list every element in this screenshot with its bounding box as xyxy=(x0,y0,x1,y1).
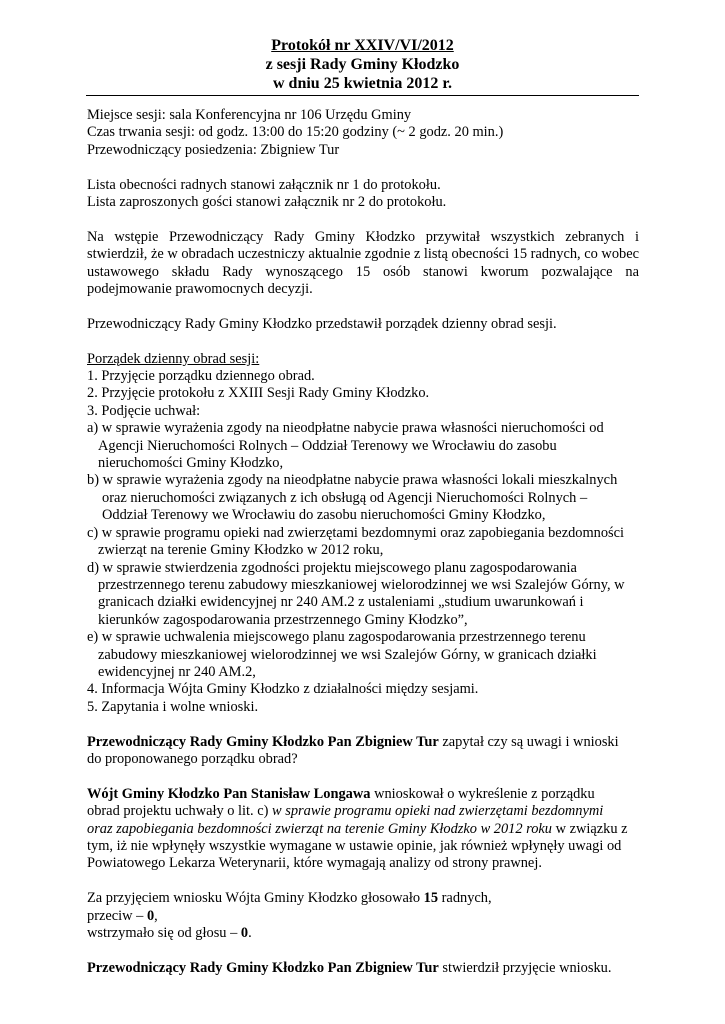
agenda-subitem-d-line: przestrzennego terenu zabudowy mieszkaniowej wielorodzinnej we wsi Szalejów Górny, w xyxy=(98,576,625,593)
agenda-subitem-a-line: nieruchomości Gminy Kłodzko, xyxy=(98,455,284,472)
intro-paragraph: Na wstępie Przewodniczący Rady Gminy Kłodzko przywitał wszystkich zebranych i stwierdził, że w obradach uczestniczy aktualnie zgodnie z listą obecności 15 radnych, co wobec ustawowego składu Rady wynoszącego 15 osób stanowi kworum pozwalające na podejmowanie prawomocnych decyzji. xyxy=(87,228,639,298)
agenda-item: 4. Informacja Wójta Gminy Kłodzko z działalności między sesjami. xyxy=(87,681,479,698)
agenda-item: 5. Zapytania i wolne wnioski. xyxy=(87,698,259,715)
agenda-subitem-c-line: zwierząt na terenie Gminy Kłodzko w 2012 roku, xyxy=(98,542,384,559)
agenda-heading: Porządek dzienny obrad sesji: xyxy=(87,350,260,367)
agenda-subitem-c: c) w sprawie programu opieki nad zwierzętami bezdomnymi oraz zapobiegania bezdomności xyxy=(87,524,625,541)
vote-abstain: wstrzymało się od głosu – 0. xyxy=(87,924,252,941)
document-subtitle: z sesji Rady Gminy Kłodzko xyxy=(265,56,460,73)
document-date: w dniu 25 kwietnia 2012 r. xyxy=(273,75,452,92)
agenda-subitem-d-line: granicach działki ewidencyjnej nr 240 AM.2 z ustaleniami „studium uwarunkowań i xyxy=(98,594,584,611)
agenda-subitem-e-line: ewidencyjnej nr 240 AM.2, xyxy=(98,663,256,680)
agenda-subitem-b: b) w sprawie wyrażenia zgody na nieodpłatne nabycie prawa własności lokali mieszkalnych xyxy=(87,472,618,489)
chair-question: Przewodniczący Rady Gminy Kłodzko Pan Zbigniew Tur zapytał czy są uwagi i wnioski xyxy=(87,733,619,750)
attachment-line-1: Lista obecności radnych stanowi załącznik nr 1 do protokołu. xyxy=(87,176,441,193)
agenda-subitem-d-line: kierunków zagospodarowania przestrzennego Gminy Kłodzko”, xyxy=(98,611,468,628)
document-header xyxy=(86,36,639,96)
agenda-subitem-b-line: Oddział Terenowy we Wrocławiu do zasobu nieruchomości Gminy Kłodzko, xyxy=(102,507,546,524)
mayor-motion-line: tym, iż nie wpłynęły wszystkie wymagane w ustawie opinie, jak również wpłynęły uwagi od xyxy=(87,837,622,854)
vote-against: przeciw – 0, xyxy=(87,907,158,924)
chair-question-line: do proponowanego porządku obrad? xyxy=(87,750,298,767)
agenda-item: 2. Przyjęcie protokołu z XXIII Sesji Rady Gminy Kłodzko. xyxy=(87,385,430,402)
agenda-subitem-e: e) w sprawie uchwalenia miejscowego planu zagospodarowania przestrzennego terenu xyxy=(87,629,586,646)
meta-chair: Przewodniczący posiedzenia: Zbigniew Tur xyxy=(87,141,340,158)
agenda-presented: Przewodniczący Rady Gminy Kłodzko przedstawił porządek dzienny obrad sesji. xyxy=(87,315,557,332)
vote-for: Za przyjęciem wniosku Wójta Gminy Kłodzko głosowało 15 radnych, xyxy=(87,890,492,907)
agenda-subitem-b-line: oraz nieruchomości związanych z ich obsługą od Agencji Nieruchomości Rolnych – xyxy=(102,489,588,506)
agenda-subitem-a-line: Agencji Nieruchomości Rolnych – Oddział Terenowy we Wrocławiu do zasobu xyxy=(98,437,557,454)
closing-chair-name: Przewodniczący Rady Gminy Kłodzko Pan Zbigniew Tur xyxy=(87,959,439,976)
agenda-item: 3. Podjęcie uchwał: xyxy=(87,402,201,419)
mayor-motion-line: oraz zapobiegania bezdomności zwierząt na terenie Gminy Kłodzko w 2012 roku w związku z xyxy=(87,820,628,837)
chair-name: Przewodniczący Rady Gminy Kłodzko Pan Zbigniew Tur xyxy=(87,733,439,750)
document-title: Protokół nr XXIV/VI/2012 xyxy=(271,37,454,54)
mayor-motion-line: obrad projektu uchwały o lit. c) w sprawie programu opieki nad zwierzętami bezdomnymi xyxy=(87,803,604,820)
document-body xyxy=(87,107,639,977)
meta-place: Miejsce sesji: sala Konferencyjna nr 106 Urzędu Gminy xyxy=(87,107,412,123)
mayor-motion: Wójt Gminy Kłodzko Pan Stanisław Longawa wnioskował o wykreślenie z porządku xyxy=(87,785,595,802)
meta-duration: Czas trwania sesji: od godz. 13:00 do 15:20 godziny (~ 2 godz. 20 min.) xyxy=(87,124,504,141)
agenda-subitem-d: d) w sprawie stwierdzenia zgodności projektu miejscowego planu zagospodarowania xyxy=(87,559,577,576)
closing-statement: Przewodniczący Rady Gminy Kłodzko Pan Zbigniew Tur stwierdził przyjęcie wniosku. xyxy=(87,959,612,976)
agenda-subitem-e-line: zabudowy mieszkaniowej wielorodzinnej we wsi Szalejów Górny, w granicach działki xyxy=(98,646,597,663)
mayor-name: Wójt Gminy Kłodzko Pan Stanisław Longawa xyxy=(87,785,371,802)
attachment-line-2: Lista zaproszonych gości stanowi załącznik nr 2 do protokołu. xyxy=(87,194,447,211)
agenda-subitem-a: a) w sprawie wyrażenia zgody na nieodpłatne nabycie prawa własności nieruchomości od xyxy=(87,420,604,437)
agenda-item: 1. Przyjęcie porządku dziennego obrad. xyxy=(87,368,315,385)
mayor-motion-line: Powiatowego Lekarza Weterynarii, które wymagają analizy od strony prawnej. xyxy=(87,855,542,872)
